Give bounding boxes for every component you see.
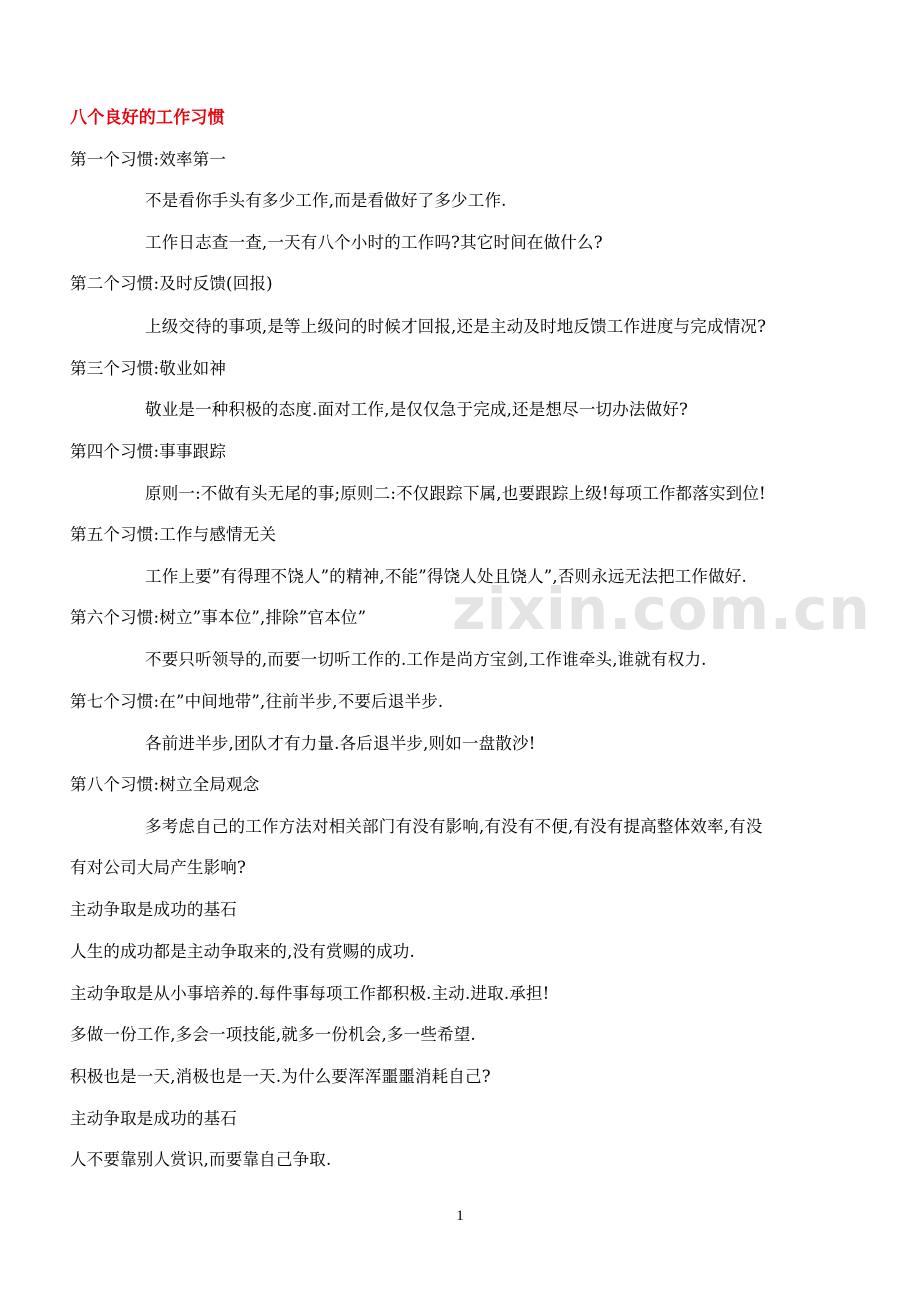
body-line: 原则一:不做有头无尾的事;原则二:不仅跟踪下属,也要跟踪上级!每项工作都落实到位!: [145, 484, 766, 503]
habit-heading-8: 第八个习惯:树立全局观念: [70, 775, 260, 794]
body-line: 工作日志查一查,一天有八个小时的工作吗?其它时间在做什么?: [145, 233, 603, 252]
habit-heading-4: 第四个习惯:事事跟踪: [70, 442, 227, 461]
document-title: 八个良好的工作习惯: [70, 108, 225, 128]
habit-heading-7: 第七个习惯:在”中间地带”,往前半步,不要后退半步.: [70, 692, 444, 711]
body-line: 工作上要”有得理不饶人”的精神,不能”得饶人处且饶人”,否则永远无法把工作做好.: [145, 567, 747, 586]
body-line: 多考虑自己的工作方法对相关部门有没有影响,有没有不便,有没有提高整体效率,有没: [145, 817, 763, 836]
section-heading: 主动争取是成功的基石: [70, 900, 237, 919]
body-line: 有对公司大局产生影响?: [70, 858, 247, 877]
page-number: 1: [456, 1208, 464, 1224]
body-line: 多做一份工作,多会一项技能,就多一份机会,多一些希望.: [70, 1025, 476, 1044]
body-line: 主动争取是从小事培养的.每件事每项工作都积极.主动.进取.承担!: [70, 984, 550, 1003]
body-line: 敬业是一种积极的态度.面对工作,是仅仅急于完成,还是想尽一切办法做好?: [145, 400, 689, 419]
body-line: 不是看你手头有多少工作,而是看做好了多少工作.: [145, 191, 507, 210]
habit-heading-1: 第一个习惯:效率第一: [70, 150, 227, 169]
habit-heading-2: 第二个习惯:及时反馈(回报): [70, 274, 273, 293]
body-line: 各前进半步,团队才有力量.各后退半步,则如一盘散沙!: [145, 734, 536, 753]
body-line: 不要只听领导的,而要一切听工作的.工作是尚方宝剑,工作谁牵头,谁就有权力.: [145, 650, 707, 669]
habit-heading-6: 第六个习惯:树立”事本位”,排除”官本位”: [70, 608, 367, 627]
watermark: zixin.com.cn: [452, 575, 871, 643]
habit-heading-5: 第五个习惯:工作与感情无关: [70, 525, 277, 544]
habit-heading-3: 第三个习惯:敬业如神: [70, 359, 227, 378]
body-line: 人生的成功都是主动争取来的,没有赏赐的成功.: [70, 942, 415, 961]
section-heading: 主动争取是成功的基石: [70, 1109, 237, 1128]
body-line: 上级交待的事项,是等上级问的时候才回报,还是主动及时地反馈工作进度与完成情况?: [145, 317, 767, 336]
body-line: 积极也是一天,消极也是一天.为什么要浑浑噩噩消耗自己?: [70, 1067, 491, 1086]
body-line: 人不要靠别人赏识,而要靠自己争取.: [70, 1150, 332, 1169]
